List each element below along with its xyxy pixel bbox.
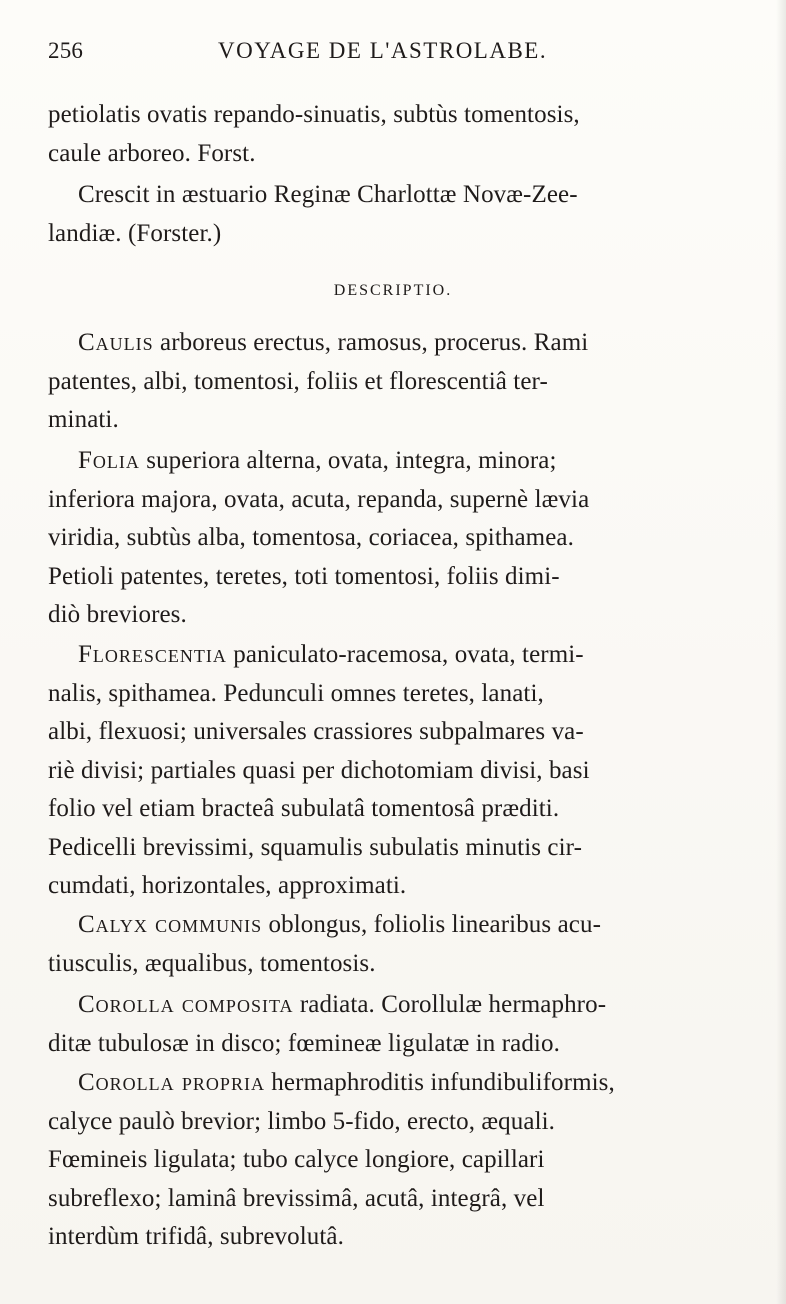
term-corolla-propria: Corolla propria: [78, 1069, 265, 1096]
paragraph-caulis: [48, 324, 708, 440]
location-line-1: Crescit in æstuario Reginæ Charlottæ Novæ-Zee-: [78, 181, 578, 208]
text-line: petiolatis ovatis repando-sinuatis, subtùs tomentosis,: [48, 101, 580, 128]
text-line: inferiora majora, ovata, acuta, repanda, supernè lævia: [48, 485, 590, 513]
text-line: diò breviores.: [48, 601, 187, 628]
text-line: Fœmineis ligulata; tubo calyce longiore, capillari: [48, 1146, 545, 1173]
text-line: [48, 176, 708, 215]
text-line: Pedicelli brevissimi, squamulis subulatis minutis cir-: [48, 833, 583, 861]
text-line: Petioli patentes, teretes, toti tomentosi, foliis dimi-: [48, 562, 560, 590]
text-line: riè divisi; partiales quasi per dichotomiam divisi, basi: [48, 756, 590, 784]
text-line: ditæ tubulosæ in disco; fœmineæ ligulatæ in radio.: [48, 1029, 560, 1057]
term-corolla-composita: Corolla composita: [78, 991, 294, 1018]
paragraph-florescentia: [48, 636, 708, 906]
text-line: tiusculis, æqualibus, tomentosis.: [48, 949, 376, 977]
paragraph-corolla-propria: [48, 1064, 708, 1257]
page-edge-shadow: [776, 0, 786, 1304]
term-calyx-communis: Calyx communis: [78, 911, 263, 938]
text-line: caule arboreo. Forst.: [48, 139, 256, 167]
term-folia: Folia: [78, 447, 140, 474]
first-line-rest: superiora alterna, ovata, integra, minora;: [139, 447, 557, 474]
first-line-rest: radiata. Corollulæ hermaphro-: [293, 991, 607, 1018]
paragraph-corolla-composita: [48, 986, 708, 1063]
text-line: viridia, subtùs alba, tomentosa, coriacea, spithamea.: [48, 524, 574, 551]
paragraph-calyx: [48, 906, 708, 983]
running-title: VOYAGE DE L'ASTROLABE.: [218, 38, 548, 63]
text-line: cumdati, horizontales, approximati.: [48, 872, 407, 899]
page-number: 256: [48, 38, 84, 63]
text-line: calyce paulò brevior; limbo 5-fido, erecto, æquali.: [48, 1107, 556, 1135]
text-line: minati.: [48, 406, 119, 433]
text-line: [48, 906, 708, 945]
text-line: patentes, albi, tomentosi, foliis et florescentiâ ter-: [48, 367, 548, 395]
text-line: [48, 324, 708, 363]
text-line: [48, 442, 708, 481]
first-line-rest: arboreus erectus, ramosus, procerus. Rami: [153, 329, 589, 356]
first-line-rest: paniculato-racemosa, ovata, termi-: [226, 641, 584, 668]
text-line: landiæ. (Forster.): [48, 219, 222, 247]
first-line-rest: oblongus, foliolis linearibus acu-: [262, 911, 602, 938]
text-line: folio vel etiam bracteâ subulatâ tomentosâ præditi.: [48, 795, 560, 822]
term-florescentia: Florescentia: [78, 641, 227, 668]
page-header: [48, 38, 738, 78]
first-line-rest: hermaphroditis infundibuliformis,: [264, 1069, 615, 1096]
text-line: [48, 636, 708, 675]
intro-text: [48, 96, 708, 173]
descriptio-heading: DESCRIPTIO.: [333, 282, 453, 299]
text-line: albi, flexuosi; universales crassiores subpalmares va-: [48, 718, 584, 745]
location-text: [48, 176, 708, 253]
term-caulis: Caulis: [78, 329, 154, 356]
text-line: [48, 1064, 708, 1103]
text-line: [48, 986, 708, 1025]
text-line: subreflexo; laminâ brevissimâ, acutâ, integrâ, vel: [48, 1184, 545, 1212]
paragraph-folia: [48, 442, 708, 635]
text-line: interdùm trifidâ, subrevolutâ.: [48, 1223, 344, 1250]
text-line: nalis, spithamea. Pedunculi omnes teretes, lanati,: [48, 679, 544, 707]
